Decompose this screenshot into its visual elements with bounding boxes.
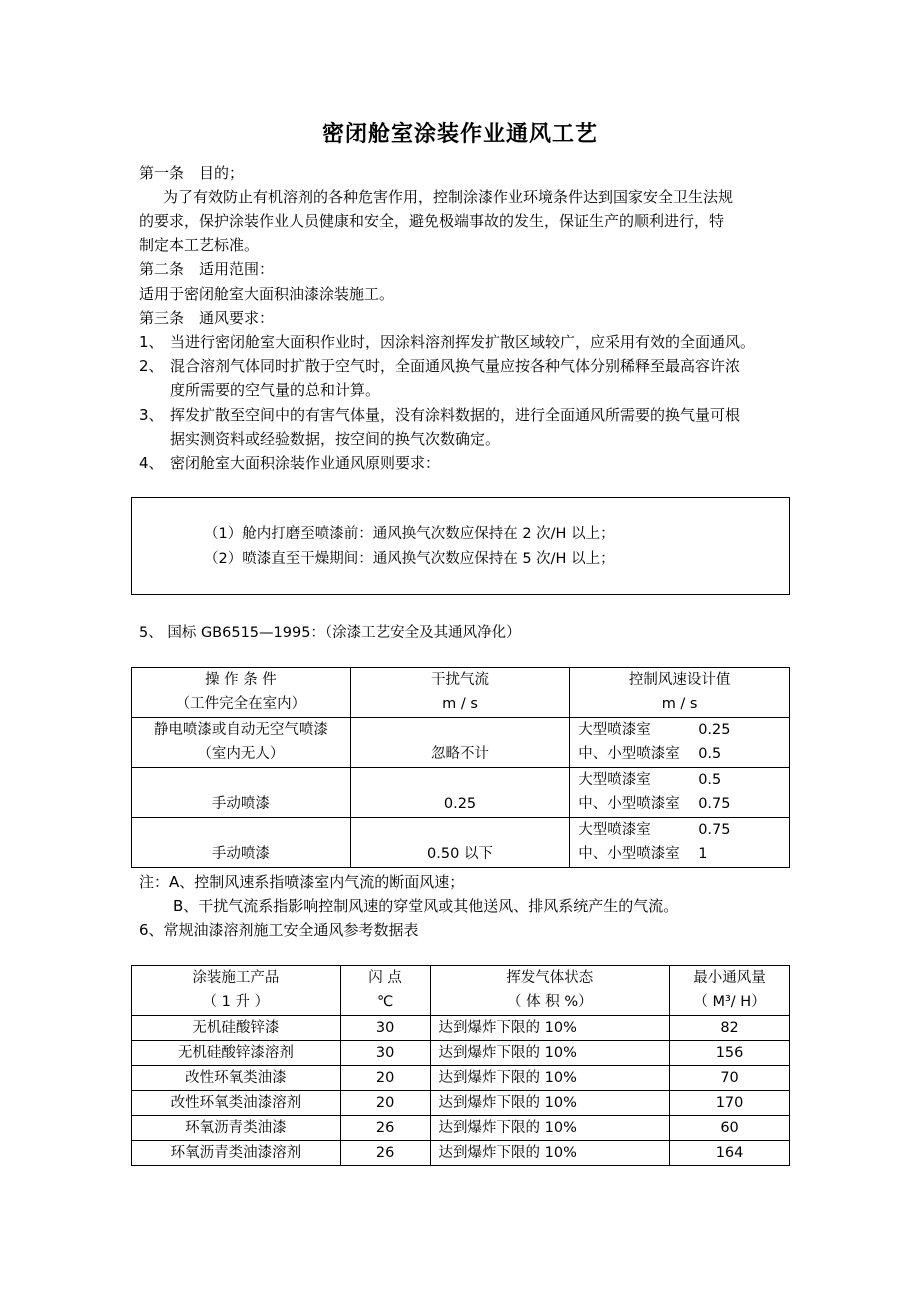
gas-state-cell: 达到爆炸下限的 10% — [430, 1116, 670, 1141]
flow-cell: 0.50 以下 — [350, 818, 569, 868]
header-cell: 操 作 条 件 （工件完全在室内） — [132, 668, 351, 718]
document-title: 密闭舱室涂装作业通风工艺 — [321, 122, 598, 147]
flash-point-cell: 20 — [340, 1066, 430, 1091]
velocity-cell: 大型喷漆室 0.75 中、小型喷漆室 1 — [570, 818, 790, 868]
header-cell: 涂装施工产品 （ 1 升 ） — [132, 966, 341, 1016]
ventilation-data-table — [131, 965, 790, 1166]
article3-item-number: 3、 — [139, 406, 164, 424]
article2-heading: 第二条 适用范围： — [139, 260, 275, 278]
min-ventilation-cell: 70 — [670, 1066, 790, 1091]
article3-item-text: 混合溶剂气体同时扩散于空气时，全面通风换气量应按各种气体分别稀释至最高容许浓 — [170, 357, 741, 375]
gas-state-cell: 达到爆炸下限的 10% — [430, 1016, 670, 1041]
article1-body-line3: 制定本工艺标准。 — [139, 236, 260, 254]
table-header-row — [132, 668, 790, 718]
table-row — [132, 1116, 790, 1141]
article3-item-text: 挥发扩散至空间中的有害气体量，没有涂料数据的，进行全面通风所需要的换气量可根 — [170, 406, 741, 424]
ventilation-principle-box — [131, 497, 790, 595]
gas-state-cell: 达到爆炸下限的 10% — [430, 1141, 670, 1166]
flash-point-cell: 26 — [340, 1141, 430, 1166]
ventilation-rule-2: （2）喷漆直至干燥期间：通风换气次数应保持在 5 次/H 以上； — [204, 551, 615, 567]
header-cell: 干扰气流 m / s — [350, 668, 569, 718]
gas-state-cell: 达到爆炸下限的 10% — [430, 1041, 670, 1066]
min-ventilation-cell: 164 — [670, 1141, 790, 1166]
table-row — [132, 1091, 790, 1116]
product-cell: 改性环氧类油漆溶剂 — [132, 1091, 341, 1116]
table-row — [132, 818, 790, 868]
control-velocity-table — [131, 667, 790, 868]
condition-cell: 手动喷漆 — [132, 818, 351, 868]
product-cell: 环氧沥青类油漆溶剂 — [132, 1141, 341, 1166]
flash-point-cell: 26 — [340, 1116, 430, 1141]
article3-item-number: 4、 — [139, 454, 164, 472]
flow-cell: 忽略不计 — [350, 718, 569, 768]
header-cell: 最小通风量 （ M³/ H） — [670, 966, 790, 1016]
note-line-b: B、干扰气流系指影响控制风速的穿堂风或其他送风、排风系统产生的气流。 — [173, 897, 679, 915]
note-line-a: 注：A、控制风速系指喷漆室内气流的断面风速； — [139, 873, 465, 891]
flash-point-cell: 30 — [340, 1041, 430, 1066]
min-ventilation-cell: 60 — [670, 1116, 790, 1141]
item5-standard: 5、 国标 GB6515—1995：（涂漆工艺安全及其通风净化） — [139, 625, 521, 641]
article1-body-line2: 的要求，保护涂装作业人员健康和安全，避免极端事故的发生，保证生产的顺利进行，特 — [139, 212, 725, 230]
header-cell: 闪 点 ℃ — [340, 966, 430, 1016]
gas-state-cell: 达到爆炸下限的 10% — [430, 1091, 670, 1116]
table-row — [132, 1016, 790, 1041]
product-cell: 无机硅酸锌漆溶剂 — [132, 1041, 341, 1066]
gas-state-cell: 达到爆炸下限的 10% — [430, 1066, 670, 1091]
condition-cell: 手动喷漆 — [132, 768, 351, 818]
condition-cell: 静电喷漆或自动无空气喷漆 （室内无人） — [132, 718, 351, 768]
item6-heading: 6、常规油漆溶剂施工安全通风参考数据表 — [139, 921, 419, 939]
article3-item-number: 2、 — [139, 357, 164, 375]
table-row — [132, 1141, 790, 1166]
velocity-cell: 大型喷漆室 0.25 中、小型喷漆室 0.5 — [570, 718, 790, 768]
article3-item-text: 度所需要的空气量的总和计算。 — [170, 381, 381, 399]
article2-body: 适用于密闭舱室大面积油漆涂装施工。 — [139, 285, 395, 303]
article3-item-text: 据实测资料或经验数据，按空间的换气次数确定。 — [170, 430, 501, 448]
flash-point-cell: 30 — [340, 1016, 430, 1041]
product-cell: 改性环氧类油漆 — [132, 1066, 341, 1091]
product-cell: 环氧沥青类油漆 — [132, 1116, 341, 1141]
table-row — [132, 1066, 790, 1091]
article3-heading: 第三条 通风要求： — [139, 309, 275, 327]
table-row — [132, 718, 790, 768]
table-row — [132, 1041, 790, 1066]
min-ventilation-cell: 156 — [670, 1041, 790, 1066]
product-cell: 无机硅酸锌漆 — [132, 1016, 341, 1041]
velocity-cell: 大型喷漆室 0.5 中、小型喷漆室 0.75 — [570, 768, 790, 818]
article3-item-text: 密闭舱室大面积涂装作业通风原则要求： — [170, 454, 441, 472]
header-cell: 控制风速设计值 m / s — [570, 668, 790, 718]
article1-heading: 第一条 目的； — [139, 164, 245, 182]
table-row — [132, 768, 790, 818]
article3-item-text: 当进行密闭舱室大面积作业时，因涂料溶剂挥发扩散区域较广，应采用有效的全面通风。 — [170, 333, 756, 351]
header-cell: 挥发气体状态 （ 体 积 %） — [430, 966, 670, 1016]
ventilation-rule-1: （1）舱内打磨至喷漆前：通风换气次数应保持在 2 次/H 以上； — [204, 526, 615, 542]
min-ventilation-cell: 82 — [670, 1016, 790, 1041]
article3-item-number: 1、 — [139, 333, 164, 351]
flash-point-cell: 20 — [340, 1091, 430, 1116]
flow-cell: 0.25 — [350, 768, 569, 818]
min-ventilation-cell: 170 — [670, 1091, 790, 1116]
table-header-row — [132, 966, 790, 1016]
article1-body-line1: 为了有效防止有机溶剂的各种危害作用，控制涂漆作业环境条件达到国家安全卫生法规 — [163, 188, 734, 206]
